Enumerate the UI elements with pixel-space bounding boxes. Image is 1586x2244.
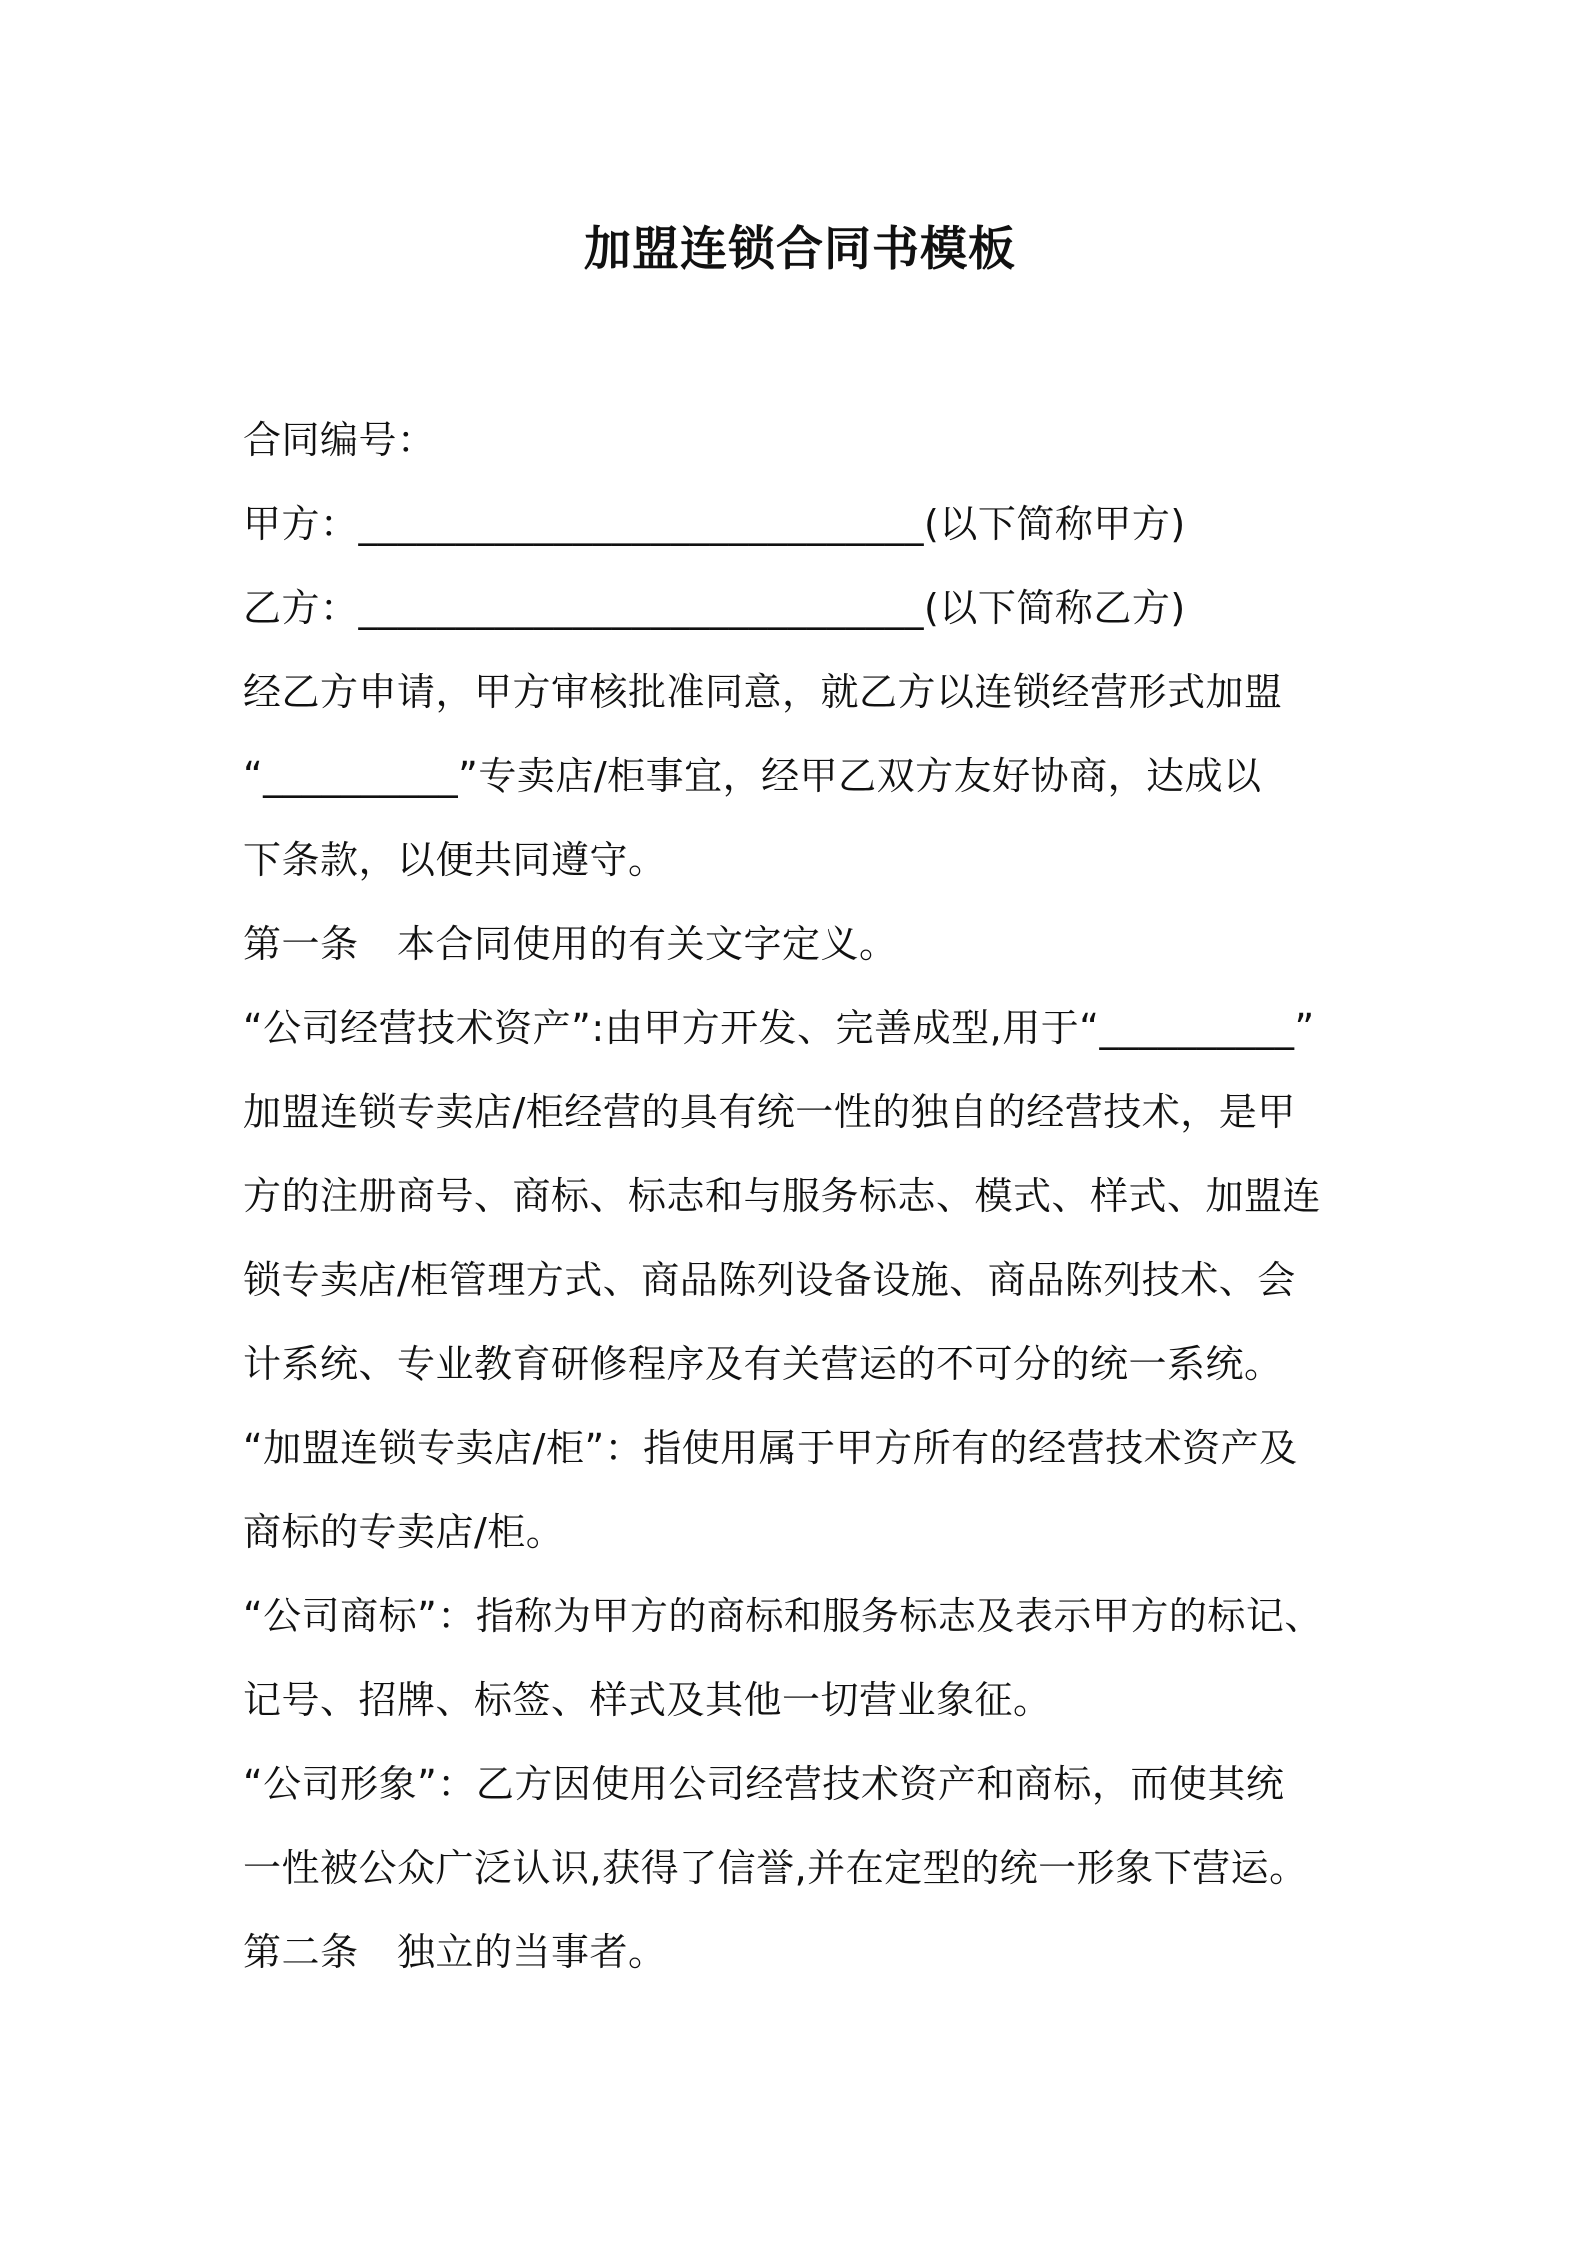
- article-heading: 第一条 本合同使用的有关文字定义。: [243, 922, 898, 966]
- paragraph-line: 加盟连锁专卖店/柜经营的具有统一性的独自的经营技术，是甲: [243, 1090, 1296, 1134]
- paragraph-line: 经乙方申请，甲方审核批准同意，就乙方以连锁经营形式加盟: [243, 670, 1283, 714]
- document-title: 加盟连锁合同书模板: [584, 222, 1016, 277]
- paragraph-line: 方的注册商号、商标、标志和与服务标志、模式、样式、加盟连: [243, 1174, 1322, 1218]
- paragraph-line: 商标的专卖店/柜。: [243, 1510, 565, 1554]
- paragraph-line: “__________”专卖店/柜事宜，经甲乙双方友好协商，达成以: [243, 754, 1262, 798]
- party-b-line: 乙方：_____________________________(以下简称乙方): [243, 586, 1186, 630]
- contract-number-line: 合同编号：: [243, 418, 436, 462]
- paragraph-line: 一性被公众广泛认识,获得了信誉,并在定型的统一形象下营运。: [243, 1846, 1308, 1890]
- paragraph-line: 锁专卖店/柜管理方式、商品陈列设备设施、商品陈列技术、会: [243, 1258, 1296, 1302]
- paragraph-line: “加盟连锁专卖店/柜”：指使用属于甲方所有的经营技术资产及: [243, 1426, 1298, 1470]
- paragraph-line: “公司形象”：乙方因使用公司经营技术资产和商标，而使其统: [243, 1762, 1285, 1806]
- party-a-line: 甲方：_____________________________(以下简称甲方): [243, 502, 1186, 546]
- paragraph-line: “公司经营技术资产”:由甲方开发、完善成型,用于“__________”: [243, 1006, 1315, 1050]
- article-heading: 第二条 独立的当事者。: [243, 1930, 667, 1974]
- paragraph-line: “公司商标”：指称为甲方的商标和服务标志及表示甲方的标记、: [243, 1594, 1323, 1638]
- paragraph-line: 记号、招牌、标签、样式及其他一切营业象征。: [243, 1678, 1052, 1722]
- paragraph-line: 下条款，以便共同遵守。: [243, 838, 667, 882]
- paragraph-line: 计系统、专业教育研修程序及有关营运的不可分的统一系统。: [243, 1342, 1283, 1386]
- document-body: [243, 398, 1373, 1994]
